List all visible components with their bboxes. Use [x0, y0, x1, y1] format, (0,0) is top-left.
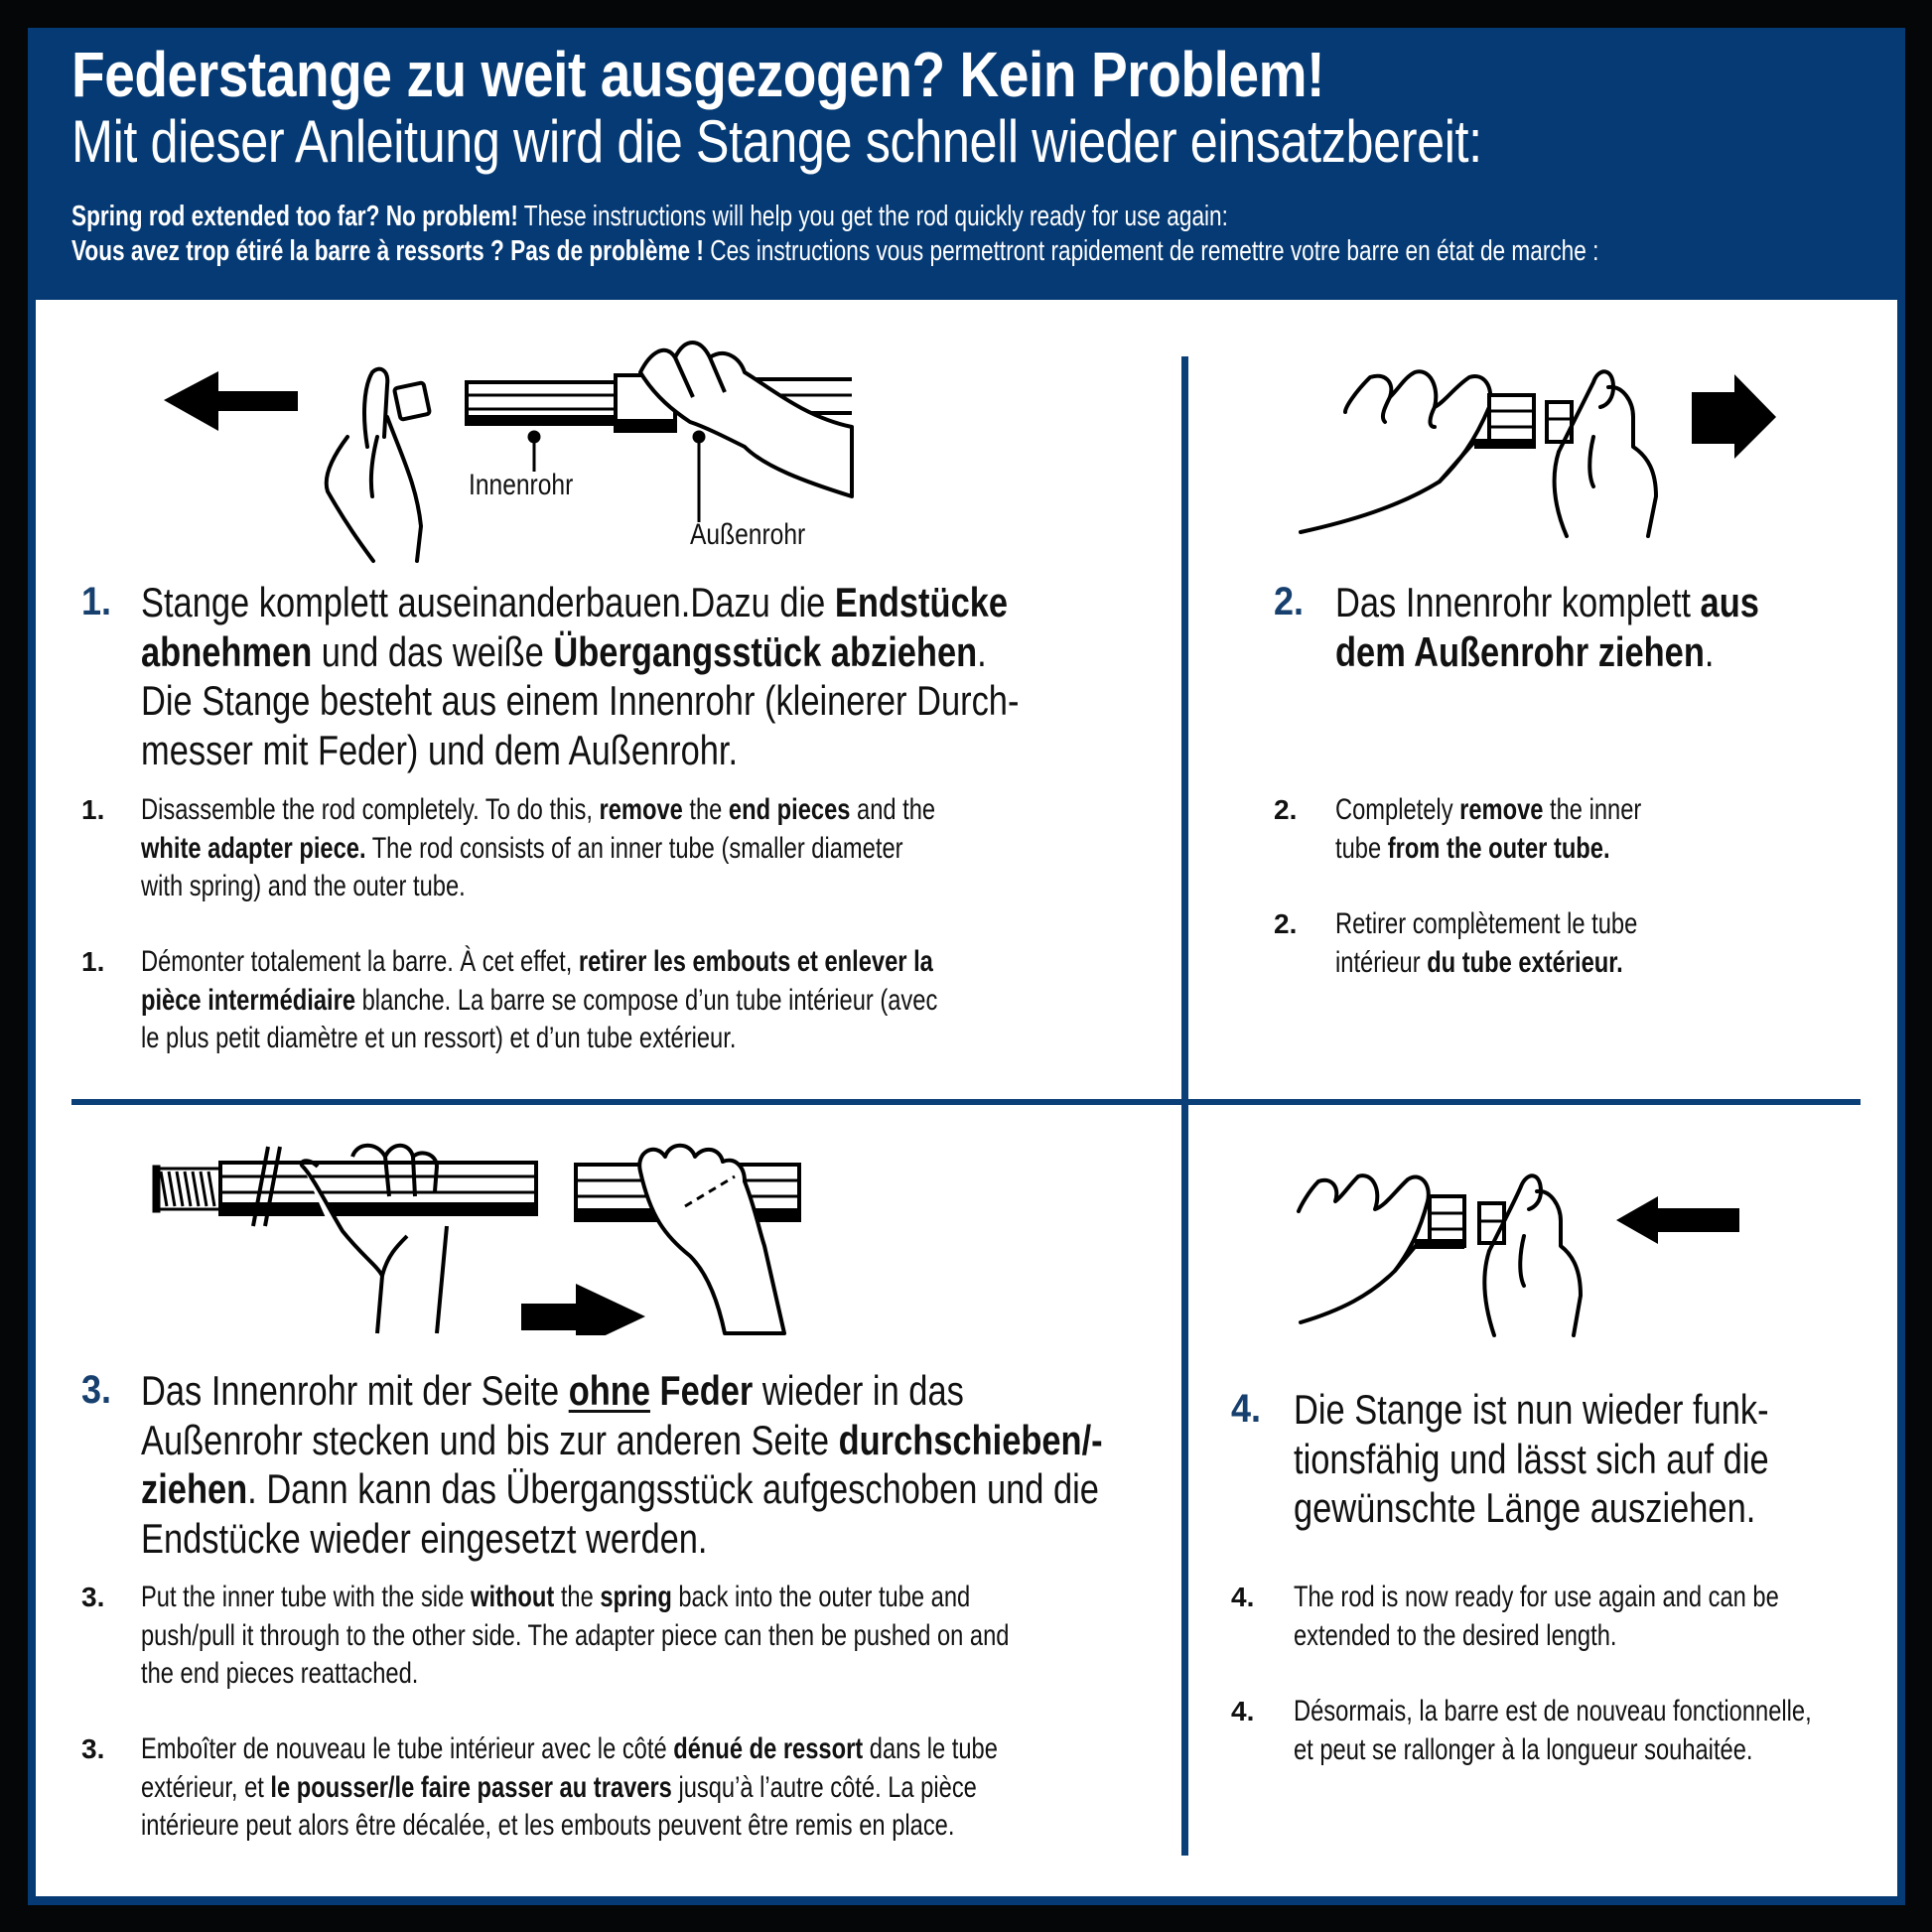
step-text: [141, 578, 1167, 774]
text: The rod consists of an inner tube (smaller diameter: [365, 831, 903, 865]
label-outer-tube: Außenrohr: [690, 518, 806, 551]
text: the end pieces reattached.: [141, 1657, 419, 1690]
text-bold: dem Außenrohr ziehen: [1335, 627, 1705, 675]
text: tionsfähig und lässt sich auf die: [1294, 1435, 1769, 1482]
text: le plus petit diamètre et un ressort) et d’un tube extérieur.: [141, 1022, 737, 1054]
text: intérieur: [1335, 945, 1428, 979]
step-text: [1335, 578, 1905, 676]
text-bold: retirer les embouts et enlever la: [578, 945, 933, 978]
text-bold: pièce intermédiaire: [141, 983, 356, 1017]
step-number: 1.: [81, 946, 105, 977]
text-bold: white adapter piece.: [141, 831, 366, 865]
text-bold: du tube extérieur.: [1427, 945, 1623, 979]
text-bold-underline: ohne: [568, 1367, 650, 1414]
step-text: [1294, 1693, 1889, 1769]
text-bold: from the outer tube.: [1387, 831, 1610, 865]
text: jusqu’à l’autre côté. La pièce: [671, 1770, 977, 1804]
text-bold: aus: [1700, 579, 1759, 625]
text: .: [1704, 627, 1715, 675]
text: . Dann kann das Übergangsstück aufgeschoben und die: [247, 1465, 1099, 1512]
step2-illustration: [1291, 347, 1827, 546]
intro-english: [71, 201, 1228, 233]
text: with spring) and the outer tube.: [141, 870, 466, 902]
label-inner-tube: Innenrohr: [469, 469, 574, 501]
text: Das Innenrohr komplett: [1335, 579, 1701, 625]
step-number: 1.: [81, 794, 105, 825]
text: Put the inner tube with the side: [141, 1581, 472, 1613]
step4-illustration: [1291, 1152, 1757, 1340]
step-number: 4.: [1231, 1582, 1255, 1612]
text: blanche. La barre se compose d’un tube intérieur (avec: [355, 983, 938, 1017]
text-bold: le pousser/le faire passer au travers: [270, 1770, 672, 1804]
inner-tube-icon: [220, 1147, 536, 1226]
step-number: 2.: [1274, 908, 1298, 939]
intro-english-bold: Spring rod extended too far? No problem!: [71, 201, 518, 232]
step-text: [1294, 1579, 1889, 1655]
text: the inner: [1543, 793, 1642, 826]
step-number: 1.: [81, 580, 112, 623]
text: Démonter totalement la barre. À cet effet,: [141, 945, 579, 978]
step-text: [141, 791, 1161, 906]
text: push/pull it through to the other side. The adapter piece can then be pushed on and: [141, 1618, 1010, 1652]
intro-french-text: Ces instructions vous permettront rapidement de remettre votre barre en état de marche :: [703, 235, 1599, 267]
text: and the: [850, 793, 936, 826]
text-bold: Übergangsstück abziehen: [553, 627, 978, 675]
step-text: [1335, 905, 1884, 982]
left-hand-icon: [1301, 371, 1490, 532]
step-text: [141, 1730, 1223, 1846]
horizontal-divider: [71, 1099, 1861, 1105]
arrow-left-icon: [1616, 1196, 1739, 1244]
arrow-left-icon: [164, 371, 298, 431]
step-number: 4.: [1231, 1696, 1255, 1726]
text: Completely: [1335, 793, 1460, 826]
text-bold: abnehmen: [141, 627, 313, 675]
text-bold: remove: [599, 793, 683, 826]
spring-icon: [154, 1167, 218, 1211]
text: und das weiße: [312, 627, 554, 675]
text: the: [682, 793, 729, 826]
text: The rod is now ready for use again and can be: [1294, 1581, 1779, 1613]
text: gewünschte Länge ausziehen.: [1294, 1484, 1756, 1531]
text: the: [554, 1581, 601, 1613]
step-number: 3.: [81, 1582, 105, 1612]
text: Die Stange besteht aus einem Innenrohr (kleinerer Durch-: [141, 677, 1020, 724]
text: back into the outer tube and: [671, 1581, 971, 1613]
step-number: 3.: [81, 1733, 105, 1764]
text: Außenrohr stecken und bis zur anderen Seite: [141, 1416, 839, 1463]
text-bold: durchschieben/-: [838, 1416, 1103, 1463]
page-title: Federstange zu weit ausgezogen? Kein Problem!: [71, 39, 1325, 110]
intro-english-text: These instructions will help you get the rod quickly ready for use again:: [517, 201, 1228, 232]
step-text: [141, 1366, 1215, 1563]
text: Désormais, la barre est de nouveau fonctionnelle,: [1294, 1695, 1812, 1727]
text: Das Innenrohr mit der Seite: [141, 1367, 569, 1414]
step-number: 2.: [1274, 794, 1298, 825]
tube-ends-icon: [1474, 395, 1572, 449]
text: Disassemble the rod completely. To do this,: [141, 793, 600, 826]
text: et peut se rallonger à la longueur souhaitée.: [1294, 1732, 1753, 1766]
step3-illustration: [149, 1137, 804, 1335]
text-bold: remove: [1459, 793, 1544, 826]
text: Retirer complètement le tube: [1335, 907, 1638, 940]
step-text: [141, 1579, 1223, 1694]
step-number: 2.: [1274, 580, 1305, 623]
step-number: 4.: [1231, 1387, 1262, 1431]
page-subtitle: Mit dieser Anleitung wird die Stange schnell wieder einsatzbereit:: [71, 108, 1482, 175]
text: intérieure peut alors être décalée, et les embouts peuvent être remis en place.: [141, 1809, 955, 1842]
text-bold: dénué de ressort: [673, 1732, 864, 1765]
text-bold: spring: [600, 1581, 672, 1613]
text-bold: Endstücke: [834, 579, 1009, 625]
text: messer mit Feder) und dem Außenrohr.: [141, 726, 739, 773]
text-bold: Feder: [659, 1367, 754, 1414]
text: extérieur, et: [141, 1770, 271, 1804]
tube-ends-icon: [1415, 1196, 1504, 1249]
text-bold: end pieces: [728, 793, 851, 826]
arrow-right-icon: [521, 1284, 645, 1335]
text: Die Stange ist nun wieder funk-: [1294, 1386, 1769, 1433]
intro-french-bold: Vous avez trop étiré la barre à ressorts ? Pas de problème !: [71, 235, 704, 267]
left-hand-icon: [1299, 1175, 1429, 1322]
text: wieder in das: [753, 1367, 964, 1414]
text: dans le tube: [863, 1732, 998, 1765]
step-text: [1294, 1385, 1896, 1533]
arrow-right-icon: [1692, 374, 1776, 459]
step-text: [1335, 791, 1884, 868]
text: extended to the desired length.: [1294, 1618, 1617, 1652]
right-hand-icon: [1555, 371, 1656, 536]
text: Stange komplett auseinanderbauen.Dazu die: [141, 579, 835, 625]
hand-holding-endcap-icon: [327, 369, 430, 561]
text-bold: without: [471, 1581, 555, 1613]
step-text: [141, 943, 1161, 1058]
text: Endstücke wieder eingesetzt werden.: [141, 1514, 708, 1562]
text: Emboîter de nouveau le tube intérieur avec le côté: [141, 1732, 674, 1765]
text: .: [977, 627, 987, 675]
text: [650, 1367, 660, 1414]
right-hand-icon: [1484, 1175, 1581, 1335]
step-number: 3.: [81, 1368, 112, 1412]
text-bold: ziehen: [141, 1465, 248, 1512]
text: tube: [1335, 831, 1388, 865]
intro-french: [71, 235, 1598, 268]
